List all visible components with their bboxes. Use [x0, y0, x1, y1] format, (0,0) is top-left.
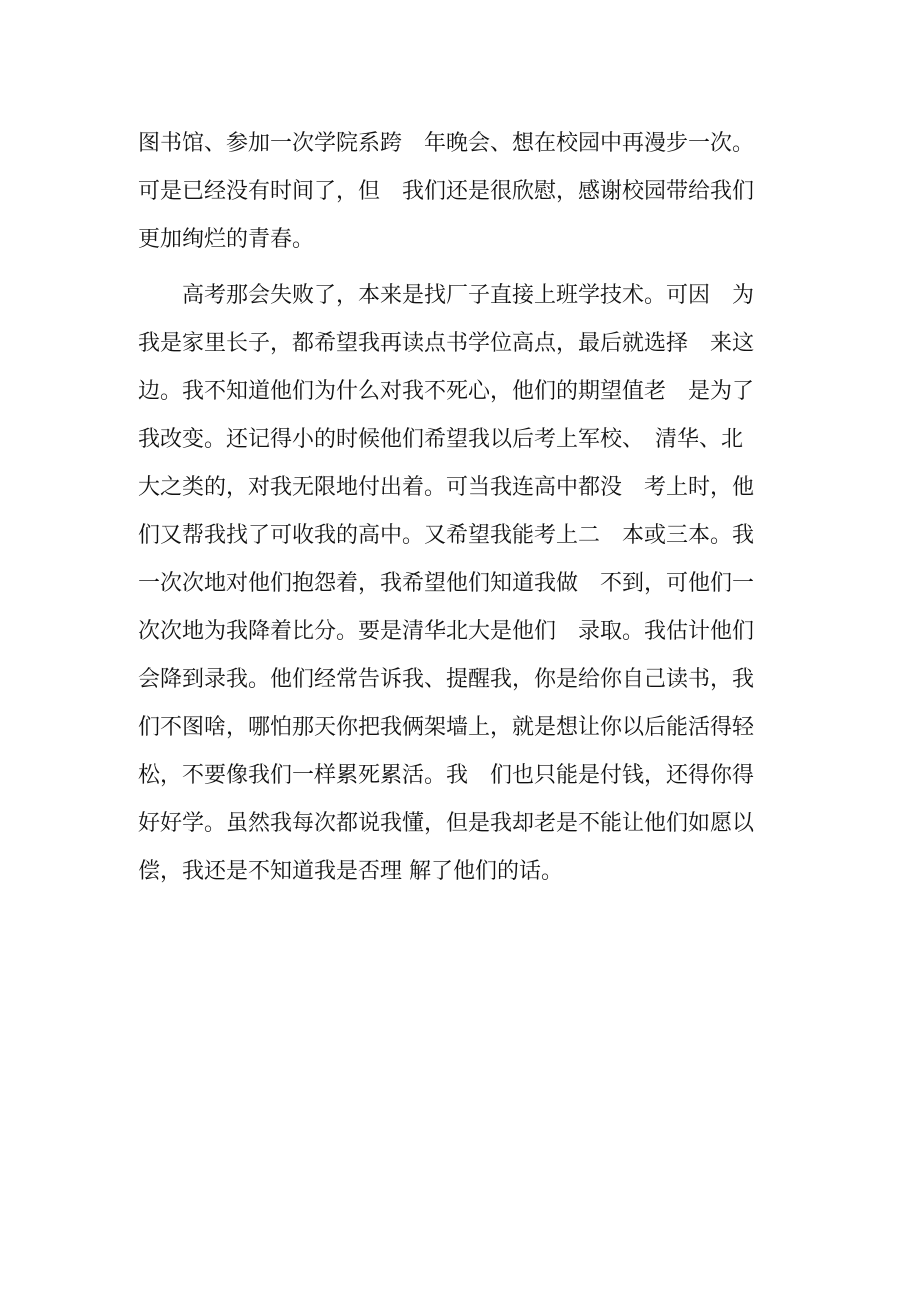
- text-line: 边。我不知道他们为什么对我不死心，他们的期望值老 是为了: [138, 379, 755, 404]
- text-line: 们不图啥，哪怕那天你把我俩架墙上，就是想让你以后能活得轻: [138, 715, 755, 740]
- text-line: 高考那会失败了，本来是找厂子直接上班学技术。可因 为: [138, 283, 755, 308]
- text-line: 们又帮我找了可收我的高中。又希望我能考上二 本或三本。我: [138, 523, 755, 548]
- text-line: 好好学。虽然我每次都说我懂，但是我却老是不能让他们如愿以: [138, 811, 755, 836]
- text-line: 会降到录我。他们经常告诉我、提醒我，你是给你自己读书，我: [138, 667, 755, 692]
- text-line: 大之类的，对我无限地付出着。可当我连高中都没 考上时，他: [138, 475, 755, 500]
- text-line: 偿，我还是不知道我是否理 解了他们的话。: [138, 859, 563, 884]
- text-line: 我改变。还记得小的时候他们希望我以后考上军校、 清华、北: [138, 427, 744, 452]
- paragraph-1: [138, 120, 786, 264]
- text-line: 图书馆、参加一次学院系跨 年晚会、想在校园中再漫步一次。: [138, 131, 755, 156]
- text-line: 更加绚烂的青春。: [138, 227, 315, 252]
- paragraph-2: [138, 272, 786, 896]
- text-line: 可是已经没有时间了，但 我们还是很欣慰，感谢校园带给我们: [138, 179, 755, 204]
- text-line: 我是家里长子，都希望我再读点书学位高点，最后就选择 来这: [138, 331, 755, 356]
- text-line: 松，不要像我们一样累死累活。我 们也只能是付钱，还得你得: [138, 763, 755, 788]
- text-line: 次次地为我降着比分。要是清华北大是他们 录取。我估计他们: [138, 619, 755, 644]
- text-line: 一次次地对他们抱怨着，我希望他们知道我做 不到，可他们一: [138, 571, 755, 596]
